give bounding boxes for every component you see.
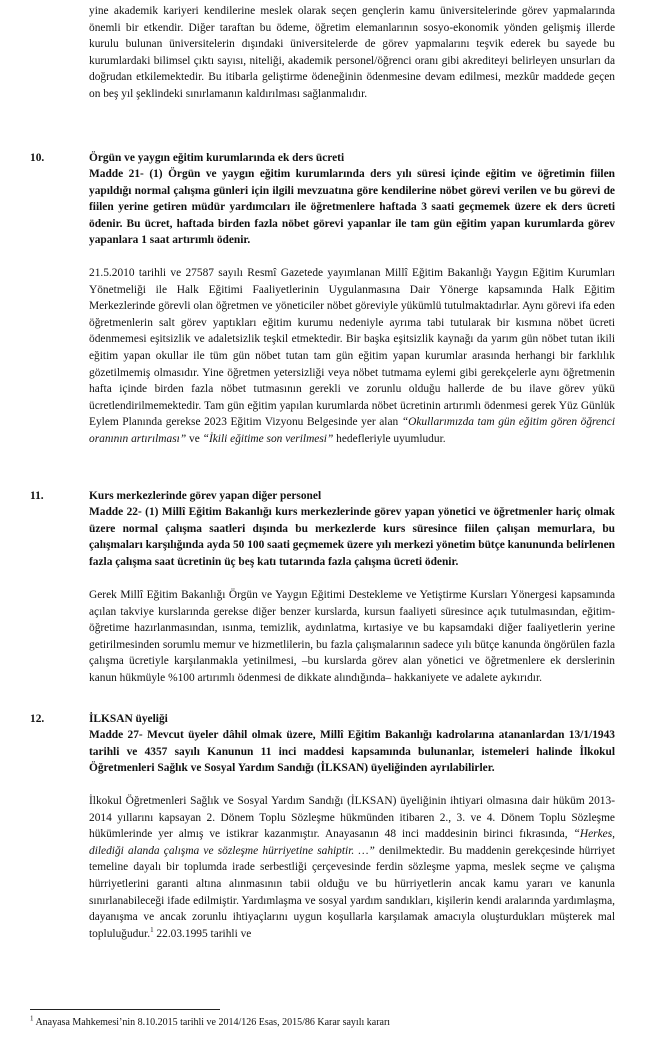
quote-text: “Okullarımızda tam gün eğitim gören öğrenci oranının artırılması”: [89, 416, 615, 445]
footnote-divider: [30, 1009, 220, 1010]
footnote-reference[interactable]: 1: [150, 925, 154, 934]
footnote-text: Anayasa Mahkemesi’nin 8.10.2015 tarihli ve 2014/126 Esas, 2015/86 Karar sayılı kararı: [33, 1017, 391, 1028]
section-body: [89, 793, 615, 942]
body-text: hedefleriyle uyumludur.: [333, 432, 446, 445]
section-title: Örgün ve yaygın eğitim kurumlarında ek ders ücreti: [89, 152, 345, 164]
section-body: [89, 265, 615, 448]
body-text: 21.5.2010 tarihli ve 27587 sayılı Resmî Gazetede yayımlanan Millî Eğitim Bakanlığı Yaygın Eğitim Kurumları Yönetmeliği ile Halk Eğitimi Faaliyetlerinin Uygulanmasına Dair Yönerge kapsamında Halk Eğitim Merkezlerinde görevli olan öğretmen ve yöneticiler nöbet göreviyle yükümlü tutulmaktadırlar. Aynı görevi ifa eden öğretmenlerin salt görev yaptıkları eğitim kurumu nedeniyle ayrıma tabi tutularak bir kısmına nöbet ücreti ödenmemesi eşitsizlik ve adaletsizlik teşkil etmektedir. Bir başka eşitsizlik kaynağı da yarım gün nöbet tutan ikili eğitim yapan okullar ile tüm gün nöbet tutan tam gün eğitim yapan kurumlar arasında herhangi bir farklılık gözetilmemiş olmasıdır. Yine öğretmen yetersizliği veya nöbet tutmama eylemi gibi gerekçelerle aynı öğretmenin hafta içinde birden fazla nöbet tutmasının gerekli ve zorunlu olduğu hallerde de bu ilave görev yükü ücretlendirilmemektedir. Tam gün eğitim yapılan kurumlarda nöbet ücretinin artırımlı ödenmesi gerek Yüz Günlük Eylem Planında gerekse 2023 Eğitim Vizyonu Belgesinde yer alan: [89, 267, 615, 429]
article-text: Madde 27- Mevcut üyeler dâhil olmak üzere, Millî Eğitim Bakanlığı kadrolarına atananlardan 13/1/1943 tarihli ve 4357 sayılı Kanunun 11 inci maddesi kapsamında bulunanlar, istemeleri halinde İlkokul Öğretmenleri Sağlık ve Sosyal Yardım Sandığı (İLKSAN) üyeliğinden ayrılabilirler.: [89, 729, 615, 775]
footnote-marker: 1: [30, 1014, 34, 1023]
quote-text: “İkili eğitime son verilmesi”: [202, 432, 334, 445]
section-body: Gerek Millî Eğitim Bakanlığı Örgün ve Yaygın Eğitimi Destekleme ve Yetiştirme Kursları Yönergesi kapsamında açılan takviye kurslarında gerekse diğer benzer kurslarda, kursun faaliyeti süresince açık tutulmasından, eğitim-öğretime hazırlanmasından, ısınma, temizlik, aydınlatma, kırtasiye ve bu kapsamdaki diğer faaliyetlerin yerine getirilmesinden sorumlu memur ve hizmetlilerin, bu fazla çalışmalarının sadece yılı bütçe kanunda öngörülen fazla çalışma ücretiyle karşılanmakla yetinilmesi, –bu kurslarda görev alan yönetici ve öğretmenlere ek derslerinin kanun hükmüyle %100 artırımlı ödenmesi de dikkate alındığında– hakkaniyete ve adalete aykırıdır.: [89, 589, 615, 684]
section-number: 12.: [30, 713, 45, 725]
body-text: 22.03.1995 tarihli ve: [153, 927, 252, 940]
section-title: İLKSAN üyeliği: [89, 713, 168, 725]
section-number: 10.: [30, 152, 45, 164]
body-text: ve: [186, 432, 203, 445]
quote-text: “Herkes, dilediği alanda çalışma ve sözleşme hürriyetine sahiptir. …”: [89, 828, 615, 857]
body-text: denilmektedir. Bu maddenin gerekçesinde hürriyet temeline dayalı bir toplumda irade serbestliği çerçevesinde ferdin sözleşme yapma, meslek seçme ve çalışma hürriyetlerini garanti altına alınmasının tabii olduğu ve bu hürriyetlerin ancak kamu yararı ve kanunla sınırlanabileceği ifade edilmiştir. Yardımlaşma ve sosyal yardım sandıkları, kişilerin kendi aralarında yardımlaşma, dayanışma ve ancak zorunlu ihtiyaçlarını uygun koşullarla karşılamak amacıyla oluşturdukları müşterek mal topluluğudur.: [89, 844, 615, 940]
article-text: Madde 22- (1) Millî Eğitim Bakanlığı kurs merkezlerinde görev yapan yönetici ve öğretmenler hariç olmak üzere normal çalışma saatleri dışında bu merkezlerde kurs süresince fiilen çalışan memurlara, bu çalışmaları karşılığında ayda 50 100 saati geçmemek üzere yılı merkezi yönetim bütçe kanununda belirlenen fazla çalışma saat ücretinin üç beş katı tutarında fazla çalışma ücreti ödenir.: [89, 506, 615, 568]
footnote: [30, 1016, 620, 1029]
section-number: 11.: [30, 490, 44, 502]
body-text: İlkokul Öğretmenleri Sağlık ve Sosyal Yardım Sandığı (İLKSAN) üyeliğinin ihtiyari olmasına dair hüküm 2013-2014 yıllarını kapsayan 2. Dönem Toplu Sözleşme hükmünden itibaren 2., 3. ve 4. Dönem Toplu Sözleşme hükümlerinde yer almış ve istikrar kazanmıştır. Anayasanın 48 inci maddesinin birinci fıkrasında,: [89, 795, 615, 841]
intro-paragraph: yine akademik kariyeri kendilerine meslek olarak seçen gençlerin kamu üniversitelerinde görev yapmalarında önemli bir etkendir. Diğer taraftan bu ödeme, öğretim elemanlarının sosyo-ekonomik yönden gelişmiş illerde kurulu bulunan üniversitelerin dışındaki üniversitelerde de görev yapmalarını teşvik ederek bu sayede bu kurumlardaki bilimsel çıktı sayısı, niteliği, akademik personel/öğrenci oranı gibi akrediteyi belirleyen unsurları da doğrudan etkilemektedir. Bu itibarla geliştirme ödeneğinin ödenmesine devam edilmesi, mezkûr maddede geçen on beş yıl şeklindeki sınırlamanın kaldırılması sağlanmalıdır.: [89, 5, 615, 100]
article-text: Madde 21- (1) Örgün ve yaygın eğitim kurumlarında ders yılı süresi içinde eğitim ve öğretimin fiilen yapıldığı normal çalışma günleri için ilgili mevzuatına göre kendilerine nöbet görevi verilen ve bu görevi de fiilen yerine getiren müdür yardımcıları ile öğretmenlere haftada 3 saati geçmemek üzere ek ders ücreti ödenir. Bu ücret, haftada birden fazla nöbet görevi yapanlar ile tam gün eğitim yapan kurumlarda görev yapanlara 1 saat artırımlı ödenir.: [89, 168, 615, 247]
section-title: Kurs merkezlerinde görev yapan diğer personel: [89, 490, 322, 502]
